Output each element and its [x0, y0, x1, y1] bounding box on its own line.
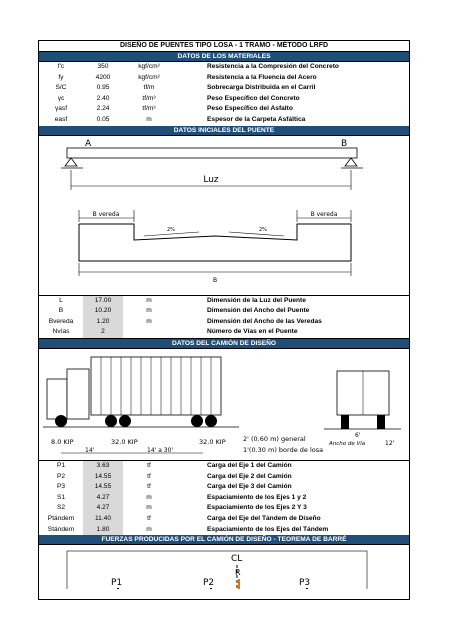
dim-12-label: 12' [385, 439, 395, 447]
note-1-label: 2' (0.60 m) general [243, 434, 306, 443]
materials-unit: kgf/cm² [138, 73, 160, 81]
initial-symbol: Bvereda [48, 317, 74, 325]
initial-value: 10.20 [83, 306, 123, 317]
dist-1-label: 14' [85, 446, 95, 454]
materials-description: Peso Específico del Asfalto [207, 105, 293, 113]
truck-row [39, 461, 409, 472]
initial-description: Dimensión del Ancho de las Veredas [207, 317, 322, 325]
truck-description: Carga del Eje 1 del Camión [207, 461, 292, 469]
centerline-label: CL [231, 554, 243, 565]
initial-unit: m [146, 317, 152, 325]
lane-width-label: Ancho de Vía [329, 440, 366, 447]
truck-value: 14.55 [83, 482, 123, 493]
materials-row [39, 115, 409, 126]
materials-row [39, 73, 409, 84]
section-materials: DATOS DE LOS MATERIALES [39, 52, 409, 62]
truck-value: 1.80 [83, 525, 123, 536]
truck-symbol: P3 [56, 483, 66, 491]
materials-symbol: fy [58, 73, 64, 81]
initial-row [39, 317, 409, 328]
truck-symbol: P1 [56, 461, 66, 469]
dim-6-label: 6' [355, 431, 361, 439]
materials-description: Espesor de la Carpeta Asfáltica [207, 115, 306, 123]
materials-unit: tf/m³ [142, 94, 156, 102]
materials-description: Sobrecarga Distribuida en el Carril [207, 84, 316, 92]
truck-unit: tf [147, 472, 151, 480]
materials-symbol: easf [54, 115, 68, 123]
materials-unit: tf/m [143, 84, 155, 92]
p2-label: P2 [203, 578, 215, 589]
truck-symbol: Ptándem [47, 514, 75, 522]
p3-label: P3 [299, 578, 311, 589]
truck-description: Espaciamiento de los Ejes 2 Y 3 [207, 504, 307, 512]
width-label: B [212, 276, 218, 284]
truck-description: Carga del Eje del Tándem de Diseño [207, 514, 321, 522]
materials-unit: tf/m³ [142, 105, 156, 113]
truck-unit: tf [147, 483, 151, 491]
vereda-left-label: B vereda [92, 210, 120, 218]
materials-value: 350 [97, 63, 109, 70]
initial-row [39, 306, 409, 317]
truck-symbol: P2 [56, 472, 66, 480]
resultant-label: R [235, 568, 241, 578]
truck-description: Carga del Eje 2 del Camión [207, 472, 292, 480]
materials-row [39, 83, 409, 94]
section-truck: DATOS DEL CAMIÓN DE DISEÑO [39, 339, 409, 349]
load-1-label: 8.0 KIP [51, 437, 74, 446]
truck-value: 4.27 [83, 493, 123, 504]
materials-value: 0.95 [96, 84, 110, 92]
design-sheet [38, 40, 410, 600]
truck-value: 4.27 [83, 503, 123, 514]
materials-unit: kgf/cm² [138, 63, 160, 70]
truck-value: 14.55 [83, 472, 123, 483]
span-label: Luz [203, 174, 219, 185]
materials-description: Resistencia a la Fluencia del Acero [207, 73, 317, 81]
truck-unit: m [146, 504, 152, 512]
truck-symbol: S2 [56, 504, 66, 512]
truck-unit: m [146, 525, 152, 533]
truck-unit: tf [147, 461, 151, 469]
load-3-label: 32.0 KIP [199, 437, 226, 446]
truck-unit: m [146, 493, 152, 501]
materials-symbol: γasf [54, 105, 68, 113]
truck-table [39, 461, 409, 535]
initial-row [39, 296, 409, 307]
truck-description: Espaciamiento de los Ejes del Tándem [207, 525, 329, 533]
support-a-label: A [85, 138, 92, 149]
section-forces: FUERZAS PRODUCIDAS POR EL CAMIÓN DE DISEÑO - TEOREMA DE BARRÉ [39, 535, 409, 545]
initial-symbol: Nvías [52, 328, 70, 336]
materials-row [39, 104, 409, 115]
sheet-title: DISEÑO DE PUENTES TIPO LOSA - 1 TRAMO - MÉTODO LRFD [39, 41, 409, 52]
slope-left-label: 2% [167, 226, 175, 233]
initial-symbol: B [58, 307, 64, 315]
truck-symbol: S1 [56, 493, 66, 501]
initial-value: 1.20 [83, 317, 123, 328]
initial-value: 2 [83, 327, 123, 338]
truck-symbol: Stándem [47, 525, 75, 533]
section-initial: DATOS INICIALES DEL PUENTE [39, 126, 409, 136]
truck-svg [39, 349, 409, 461]
truck-row [39, 493, 409, 504]
initial-row [39, 327, 409, 338]
truck-value: 3.63 [83, 461, 123, 472]
note-2-label: 1'(0.30 m) borde de losa [243, 445, 324, 454]
initial-description: Número de Vías en el Puente [207, 328, 298, 336]
materials-value: 2.24 [96, 105, 110, 113]
bridge-svg [39, 136, 409, 296]
initial-table [39, 296, 409, 339]
materials-unit: m [146, 115, 152, 123]
bridge-diagram [39, 136, 409, 296]
truck-row [39, 472, 409, 483]
slope-right-label: 2% [259, 226, 267, 233]
materials-row [39, 94, 409, 105]
dist-2-label: 14' a 30' [147, 446, 174, 454]
materials-value: 4200 [95, 73, 111, 81]
initial-value: 17.00 [83, 296, 123, 307]
materials-symbol: γc [57, 94, 65, 102]
materials-value: 0.05 [96, 115, 110, 123]
initial-unit: m [146, 307, 152, 315]
barre-svg [39, 545, 409, 589]
load-2-label: 32.0 KIP [111, 437, 138, 446]
vereda-right-label: B vereda [310, 210, 338, 218]
initial-symbol: L [59, 296, 63, 304]
materials-value: 2.40 [96, 94, 110, 102]
materials-row [39, 62, 409, 73]
support-b-label: B [341, 138, 348, 149]
truck-unit: tf [147, 514, 151, 522]
truck-row [39, 482, 409, 493]
initial-unit: m [146, 296, 152, 304]
materials-description: Resistencia a la Compresión del Concreto [207, 63, 339, 70]
truck-value: 11.40 [83, 514, 123, 525]
truck-row [39, 525, 409, 536]
barre-diagram [39, 545, 409, 589]
materials-table [39, 62, 409, 126]
materials-description: Peso Específico del Concreto [207, 94, 300, 102]
truck-description: Espaciamiento de los Ejes 1 y 2 [207, 493, 307, 501]
materials-symbol: f'c [57, 63, 65, 70]
truck-diagram [39, 349, 409, 461]
p1-label: P1 [111, 578, 123, 589]
truck-row [39, 514, 409, 525]
materials-symbol: S/C [55, 84, 67, 92]
truck-description: Carga del Eje 3 del Camión [207, 483, 292, 491]
truck-row [39, 503, 409, 514]
initial-description: Dimensión del Ancho del Puente [207, 307, 310, 315]
initial-description: Dimensión de la Luz del Puente [207, 296, 306, 304]
